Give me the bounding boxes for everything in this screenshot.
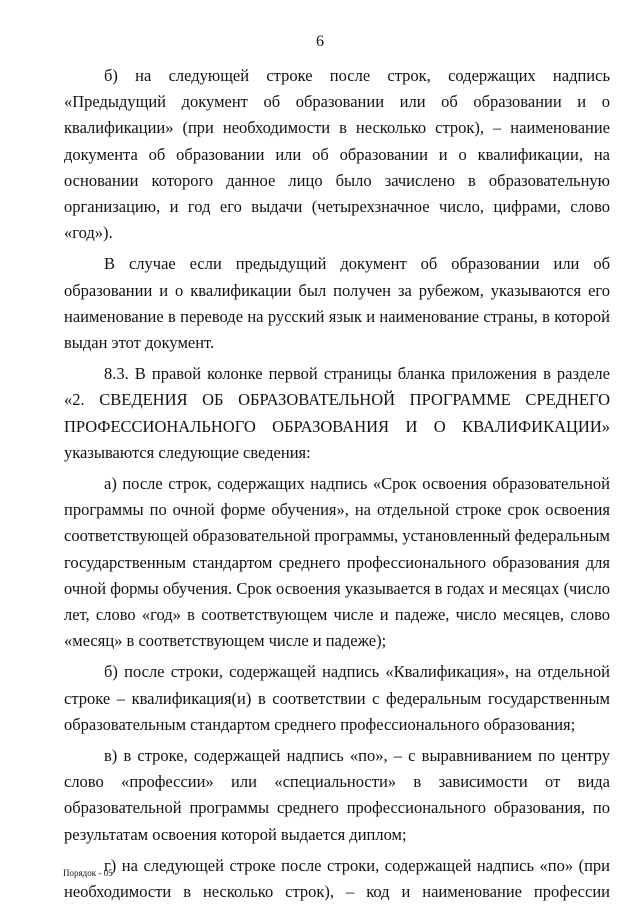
paragraph-v-profession-or-specialty: в) в строке, содержащей надпись «по», – с выравниванием по центру слово «профессии» или «специальности» в зависимости от вида образовательной программы среднего профессионального образования, по результатам освоения которой выдается диплом; <box>64 746 610 844</box>
paragraph-b-previous-document: б) на следующей строке после строк, содержащих надпись «Предыдущий документ об образовании или об образовании и о квалификации» (при необходимости в несколько строк), – наименование документа об образовании или об образовании и о квалификации, на основании которого данное лицо было зачислено в образовательную организацию, и год его выдачи (четырехзначное число, цифрами, слово «год»). <box>64 66 610 243</box>
paragraph-section-8-3: 8.3. В правой колонке первой страницы бланка приложения в разделе «2. СВЕДЕНИЯ ОБ ОБРАЗОВАТЕЛЬНОЙ ПРОГРАММЕ СРЕДНЕГО ПРОФЕССИОНАЛЬНОГО ОБРАЗОВАНИЯ И О КВАЛИФИКАЦИИ» указываются следующие сведения: <box>64 364 610 462</box>
paragraph-a-study-duration: а) после строк, содержащих надпись «Срок освоения образовательной программы по очной форме обучения», на отдельной строке срок освоения соответствующей образовательной программы, установленный федеральным государственным стандартом среднего профессионального образования для очной формы обучения. Срок освоения указывается в годах и месяцах (число лет, слово «год» в соответствующем числе и падеже, число месяцев, слово «месяц» в соответствующем числе и падеже); <box>64 474 610 651</box>
paragraph-g-profession-code: г) на следующей строке после строки, содержащей надпись «по» (при необходимости в несколько строк), – код и наименование профессии <box>64 855 610 902</box>
paragraph-foreign-document: В случае если предыдущий документ об образовании или об образовании и о квалификации был получен за рубежом, указываются его наименование в переводе на русский язык и наименование страны, в которой выдан этот документ. <box>64 254 610 353</box>
document-body <box>64 63 610 910</box>
page-number: 6 <box>316 33 324 50</box>
paragraph-b-qualification: б) после строки, содержащей надпись «Квалификация», на отдельной строке – квалификация(и) в соответствии с федеральным государственным образовательным стандартом среднего профессионального образования; <box>64 662 610 734</box>
footer-label: Порядок - 05 <box>63 868 113 878</box>
